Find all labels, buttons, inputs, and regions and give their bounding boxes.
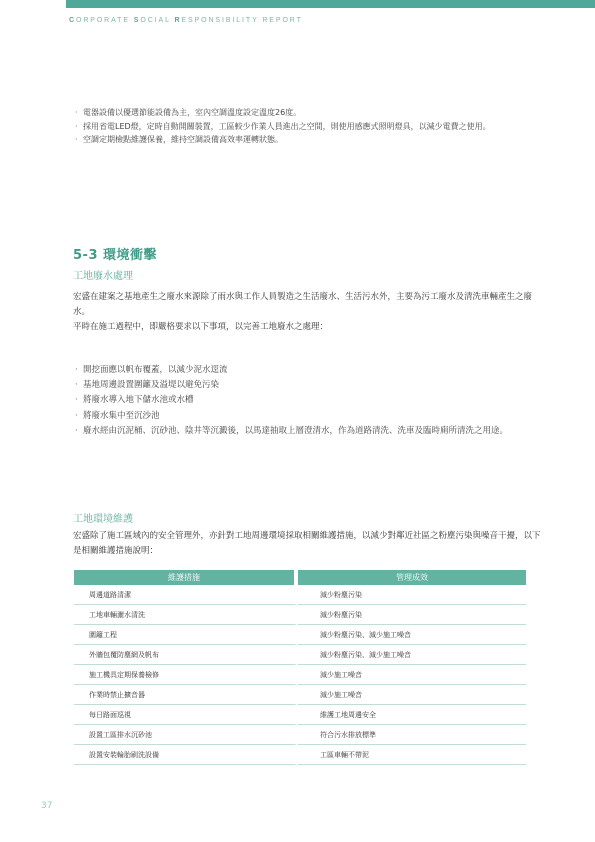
result-cell: 減少粉塵污染 [298,585,526,605]
header-title-part: OCIAL [140,17,175,24]
wastewater-bullet-item: · 基地周邊設置圍籬及溢堤以避免污染 [73,378,543,393]
header-title-part: ORPORATE [75,17,134,24]
wastewater-intro-line: 平時在施工過程中，即嚴格要求以下事項，以完善工地廢水之處理： [73,322,329,332]
table-row [74,645,526,665]
maintenance-measures-table [74,570,526,765]
result-cell: 減少粉塵污染 [298,605,526,625]
header-title-part: ESPONSIBILITY REPORT [181,17,303,24]
result-cell: 減少施工噪音 [298,665,526,685]
measure-cell: 施工機具定期保養檢修 [74,665,298,685]
table-row [74,585,526,605]
wastewater-intro-line: 宏盛在建案之基地產生之廢水來源除了雨水與工作人員製造之生活廢水、生活污水外，主要為污工廢水及清洗車輛產生之廢水。 [73,292,533,317]
environment-subtitle: 工地環境維護 [73,514,133,525]
header-title-part: S [133,17,141,24]
result-cell: 符合污水排放標準 [298,725,526,745]
table-row [74,745,526,765]
energy-bullet-item: · 採用省電LED燈，定時自動開關裝置，工區較少作業人員進出之空間，則使用感應式照明燈具，以減少電費之使用。 [73,120,543,134]
table-header-row [74,570,526,585]
wastewater-bullet-item: · 廢水經由沉泥桶、沉砂池、陰井等沉澱後，以馬達抽取上層澄清水，作為道路清洗、洗車及臨時廁所清洗之用途。 [73,424,543,439]
measure-cell: 設置安裝輪胎刷洗設備 [74,745,298,765]
wastewater-subtitle: 工地廢水處理 [73,271,133,282]
header-title-part: C [69,17,76,24]
measure-cell: 外牆包覆防塵網及帆布 [74,645,298,665]
energy-saving-bullets [73,106,543,147]
wastewater-intro [73,290,543,335]
result-cell: 工區車輛不帶泥 [298,745,526,765]
wastewater-bullets [73,363,543,439]
energy-bullet-item: · 空調定期檢點維護保養，維持空調設備高效率運轉狀態。 [73,133,543,147]
wastewater-bullet-item: · 將廢水集中至沉沙池 [73,409,543,424]
result-cell: 減少粉塵污染、減少施工噪音 [298,625,526,645]
table-row [74,625,526,645]
table-row [74,665,526,685]
wastewater-bullet-item: · 將廢水導入地下儲水池或水槽 [73,393,543,408]
table-row [74,605,526,625]
measure-cell: 工地車輛灑水清洗 [74,605,298,625]
header-accent-bar [66,0,595,8]
wastewater-bullet-item: · 開挖面應以帆布覆蓋，以減少泥水逕流 [73,363,543,378]
table-row [74,685,526,705]
column-header-measure: 維護措施 [74,570,298,585]
report-header-title [69,17,303,24]
measure-cell: 作業時禁止擴音器 [74,685,298,705]
environment-intro: 宏盛除了施工區域內的安全管理外，亦針對工地周邊環境採取相關維護措施，以減少對鄰近社區之粉塵污染與噪音干擾，以下是相關維護措施說明： [73,531,541,556]
result-cell: 維護工地周邊安全 [298,705,526,725]
section-title: 5-3 環境衝擊 [73,248,158,263]
page-number: 37 [41,801,53,811]
result-cell: 減少粉塵污染、減少施工噪音 [298,645,526,665]
table-row [74,705,526,725]
result-cell: 減少施工噪音 [298,685,526,705]
measure-cell: 周邊道路清潔 [74,585,298,605]
measure-cell: 設置工區排水沉砂池 [74,725,298,745]
table-row [74,725,526,745]
header-title-part: R [174,17,182,24]
measure-cell: 圍籬工程 [74,625,298,645]
measure-cell: 每日路面巡視 [74,705,298,725]
energy-bullet-item: · 電器設備以優選節能設備為主，室內空調溫度設定溫度26度。 [73,106,543,120]
column-header-result: 管理成效 [298,570,526,585]
